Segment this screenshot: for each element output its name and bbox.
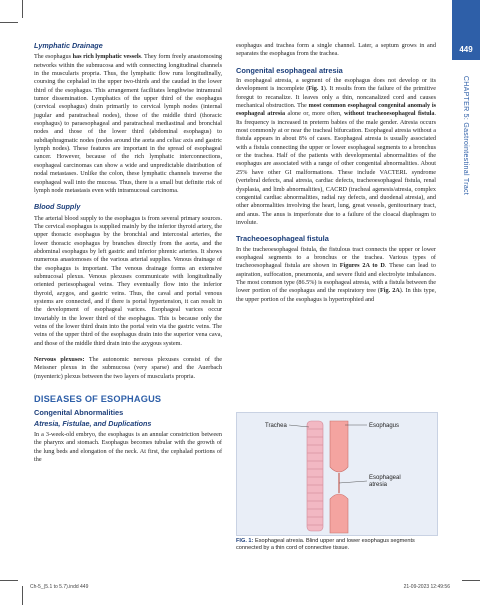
figure-ref: Fig. 2A	[379, 287, 400, 295]
label-trachea: Trachea	[265, 423, 287, 429]
text: . They form freely anastomosing networks within the submucosa and with connecting longitudinal channels in the muscularis propria. Thus, the lymphatic flow runs longitudinally, coursing the cephalad in the upper two-thirds and the caudad in the lower third of the esophagus. This arrangement facilitates lengthwise intramural tumor dissemination. Lymphatics of the upper third of the esophagus (cervical esophagus) drain primarily to cervical lymph nodes (internal jugular and paratracheal nodes), those of the middle third (thoracic esophagus) to paraesophageal and paratracheal mediastinal and bronchial nodes and those of the lower third (abdominal esophagus) to subdiaphragmatic nodes (nodes around the aorta and celiac axis and gastric lymph nodes). These features are important in the spread of esophageal cancer. However, because of the rich lymphatic interconnections, esophageal carcinomas can show a wide and unpredictable distribution of nodal metastases. Unlike the colon, these lymphatic channels traverse the esophageal wall into the mucosa. Thus, there is a small but definite risk of lymph node metastasis even with intramucosal carcinoma.	[34, 53, 222, 194]
paragraph-fistula	[236, 246, 436, 304]
crop-mark	[462, 580, 480, 581]
text: ). In this type, the upper portion of the esophagus is hypertrophied and	[236, 287, 436, 303]
heading-congenital-abnormalities: Congenital Abnormalities	[34, 408, 124, 418]
text: In the tracheoesophageal fistula, the fistulous tract connects the upper or lower esophageal segments to a bronchus or the trachea. Various types of tracheoesophageal fistula are shown in	[236, 245, 436, 270]
footer-timestamp: 21-09-2023 12:49:56	[403, 584, 450, 590]
caption-text: Esophageal atresia. Blind upper and lower esophagus segments connected by a thin cord of connective tissue.	[236, 538, 415, 551]
emphasis: Nervous plexuses:	[34, 356, 85, 364]
figure-esophageal-atresia	[236, 412, 438, 536]
crop-mark	[22, 0, 23, 18]
page-number: 449	[459, 45, 473, 54]
text: In esophageal atresia, a segment of the esophagus does not develop or its development is incomplete (	[236, 77, 436, 93]
heading-congenital-esophageal-atresia: Congenital esophageal atresia	[236, 65, 343, 75]
text: The esophagus	[34, 53, 73, 61]
paragraph-embryo: In a 3-week-old embryo, the esophagus is an annular constriction between the pharynx and stomach. Esophagus becomes tubular with the growth of the lung beds and elongation of the neck. At first, the cephalad portions of the	[34, 431, 222, 464]
heading-atresia-fistulae: Atresia, Fistulae, and Duplications	[34, 418, 152, 428]
emphasis: without tracheoesophageal fistula	[344, 110, 435, 118]
crop-mark	[0, 22, 18, 23]
text: . Its frequency is increased in preterm babies of the male gender. Atresia occurs most commonly at or near the tracheal bifurcation. Esophageal atresia without a fistula appears in about 8% of cases. Esophageal atresia is usually associated with a fistula connecting the upper or lower esophageal segments to a bronchus or the trachea. Half of the patients with developmental abnormalities of the esophagus are associated with a range of other congenital abnormalities. About 25% have other GI malformations. These include VACTERL syndrome (vertebral defects, anal atresia, cardiac defects, tracheoesophageal fistula, renal dysplasia, and limb abnormalities), CACRD (tracheal agenesis/atresia, complex congenital cardiac abnormalities, radial ray defects, and duodenal atresia), and other abnormalities involving the heart, lung, great vessels, genitourinary tract, and anus. The anus is imperforate due to a failure of the cloacal diaphragm to involute.	[236, 110, 437, 226]
text: ). It results from the failure of the primitive foregut to recanalize. It leaves only a thin, noncanalized cord and causes mechanical obstruction. The	[236, 85, 436, 110]
emphasis: most common esophageal congenital anomaly is esophageal atresia	[236, 102, 436, 118]
text: . These can lead to aspiration, suffocation, pneumonia, and severe fluid and electrolyte imbalances. The most common type (86.5%) is esophageal atresia, with a fistula between the lower portion of the esophagus and the respiratory tree (	[236, 262, 436, 295]
crop-mark	[0, 580, 18, 581]
label-esophageal-atresia-line2: atresia	[369, 482, 388, 488]
esophageal-atresia-illustration	[237, 413, 437, 535]
trachea-drawing	[307, 421, 323, 531]
leader-line	[289, 425, 309, 427]
paragraph-continued: esophagus and trachea form a single channel. Later, a septum grows in and separates the esophagus from the trachea.	[236, 42, 436, 58]
caption-label: FIG. 1:	[236, 538, 254, 544]
left-column	[34, 42, 222, 464]
text: alone or, more often,	[285, 110, 345, 118]
heading-blood-supply: Blood Supply	[34, 202, 81, 212]
emphasis: has rich lymphatic vessels	[72, 53, 141, 61]
crop-mark	[22, 586, 23, 605]
paragraph-blood-supply: The arterial blood supply to the esophagus is from several primary sources. The cervical esophagus is supplied mainly by the inferior thyroid artery, the upper thoracic esophagus by the bronchial and intercostal arteries, the lower thoracic esophagus by branches directly from the aorta, and the abdominal esophagus by left gastric and inferior phrenic arteries. It shows numerous anastomoses of the various arterial supplies. Venous drainage of the esophagus is important. The venous drainage forms an extensive submucosal plexus. Venous plexuses communicate with longitudinally oriented periesophageal veins. They eventually flow into the inferior thyroid, azygos, and gastric veins. Thus, the caval and portal venous systems are connected, and if there is portal hypertension, it can result in the development of esophageal varices. Esophageal varices occur invariably in the lower third of the esophagus. This is because only the veins of the lower third drain into the portal vein via the gastric veins. The veins of the upper third of the esophagus drain into the superior vena cava, and those of the middle third drain into the azygous system.	[34, 214, 222, 347]
label-esophageal-atresia-line1: Esophageal	[369, 475, 401, 481]
upper-esophageal-pouch	[330, 421, 348, 472]
footer-file-info: Ch-5_(5.1 to 5.7).indd 449	[30, 584, 89, 590]
right-column	[236, 42, 436, 304]
paragraph-atresia	[236, 77, 436, 227]
paragraph-nervous-plexuses	[34, 356, 222, 381]
chapter-label: CHAPTER 5: Gastrointestinal Tract	[462, 75, 470, 195]
paragraph-lymphatic	[34, 53, 222, 195]
leader-line	[339, 481, 367, 483]
label-esophagus: Esophagus	[369, 423, 400, 429]
page-number-tab	[452, 0, 480, 60]
section-title-diseases: DISEASES OF ESOPHAGUS	[34, 394, 162, 405]
text: The autonomic nervous plexuses consist of the Meissner plexus in the submucosa (very sparse) and the Auerbach (myenteric) plexus between the two layers of muscularis propria.	[34, 356, 222, 380]
figure-caption	[236, 538, 436, 552]
lower-esophageal-segment	[330, 494, 348, 533]
heading-lymphatic-drainage: Lymphatic Drainage	[34, 41, 103, 50]
figure-ref: Figures 2A to D	[339, 262, 385, 270]
chapter-side-label	[452, 60, 480, 210]
heading-tracheoesophageal-fistula: Tracheoesophageal fistula	[236, 234, 329, 244]
figure-ref: Fig. 1	[308, 85, 324, 93]
